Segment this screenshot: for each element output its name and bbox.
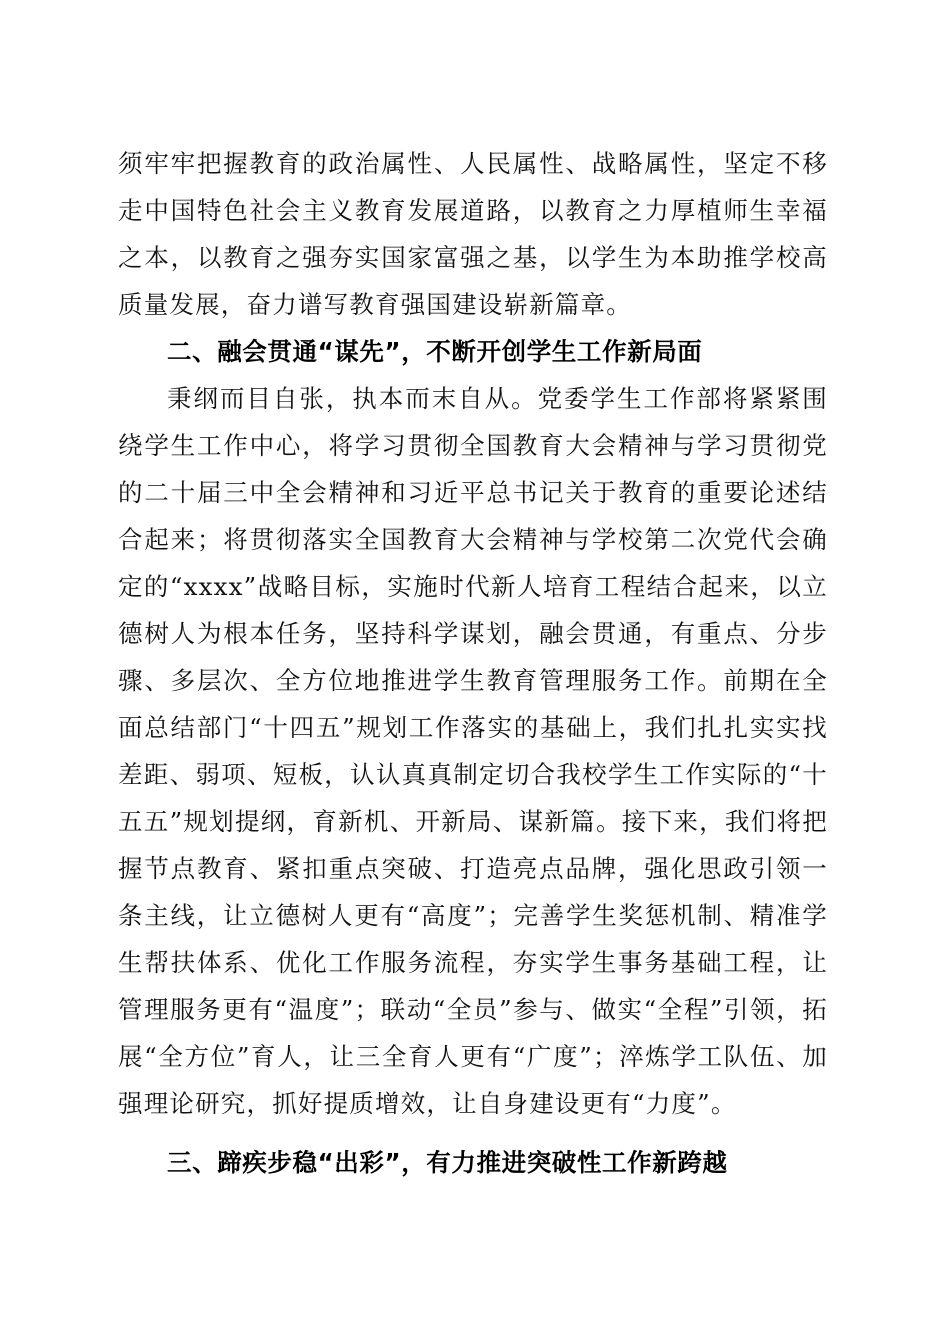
paragraph-section-2: 秉纲而目自张，执本而末自从。党委学生工作部将紧紧围绕学生工作中心，将学习贯彻全国教育大会精神与学习贯彻党的二十届三中全会精神和习近平总书记关于教育的重要论述结合起来；将贯彻落实全国教育大会精神与学校第二次党代会确定的“xxxx”战略目标，实施时代新人培育工程结合起来，以立德树人为根本任务，坚持科学谋划，融会贯通，有重点、分步骤、多层次、全方位地推进学生教育管理服务工作。前期在全面总结部门“十四五”规划工作落实的基础上，我们扎扎实实找差距、弱项、短板，认认真真制定切合我校学生工作实际的“十五五”规划提纲，育新机、开新局、谋新篇。接下来，我们将把握节点教育、紧扣重点突破、打造亮点品牌，强化思政引领一条主线，让立德树人更有“高度”；完善学生奖惩机制、精准学生帮扶体系、优化工作服务流程，夯实学生事务基础工程，让管理服务更有“温度”；联动“全员”参与、做实“全程”引领，拓展“全方位”育人，让三全育人更有“广度”；淬炼学工队伍、加强理论研究，抓好提质增效，让自身建设更有“力度”。	[118, 384, 828, 1118]
section-heading-2: 二、融会贯通“谋先”，不断开创学生工作新局面	[167, 337, 703, 366]
section-heading-3: 三、蹄疾步稳“出彩”，有力推进突破性工作新跨越	[167, 1148, 728, 1177]
paragraph-continuation: 须牢牢把握教育的政治属性、人民属性、战略属性，坚定不移走中国特色社会主义教育发展道路，以教育之力厚植师生幸福之本，以教育之强夯实国家富强之基，以学生为本助推学校高质量发展，奋力谱写教育强国建设崭新篇章。	[118, 149, 828, 319]
document-body	[118, 140, 828, 1186]
